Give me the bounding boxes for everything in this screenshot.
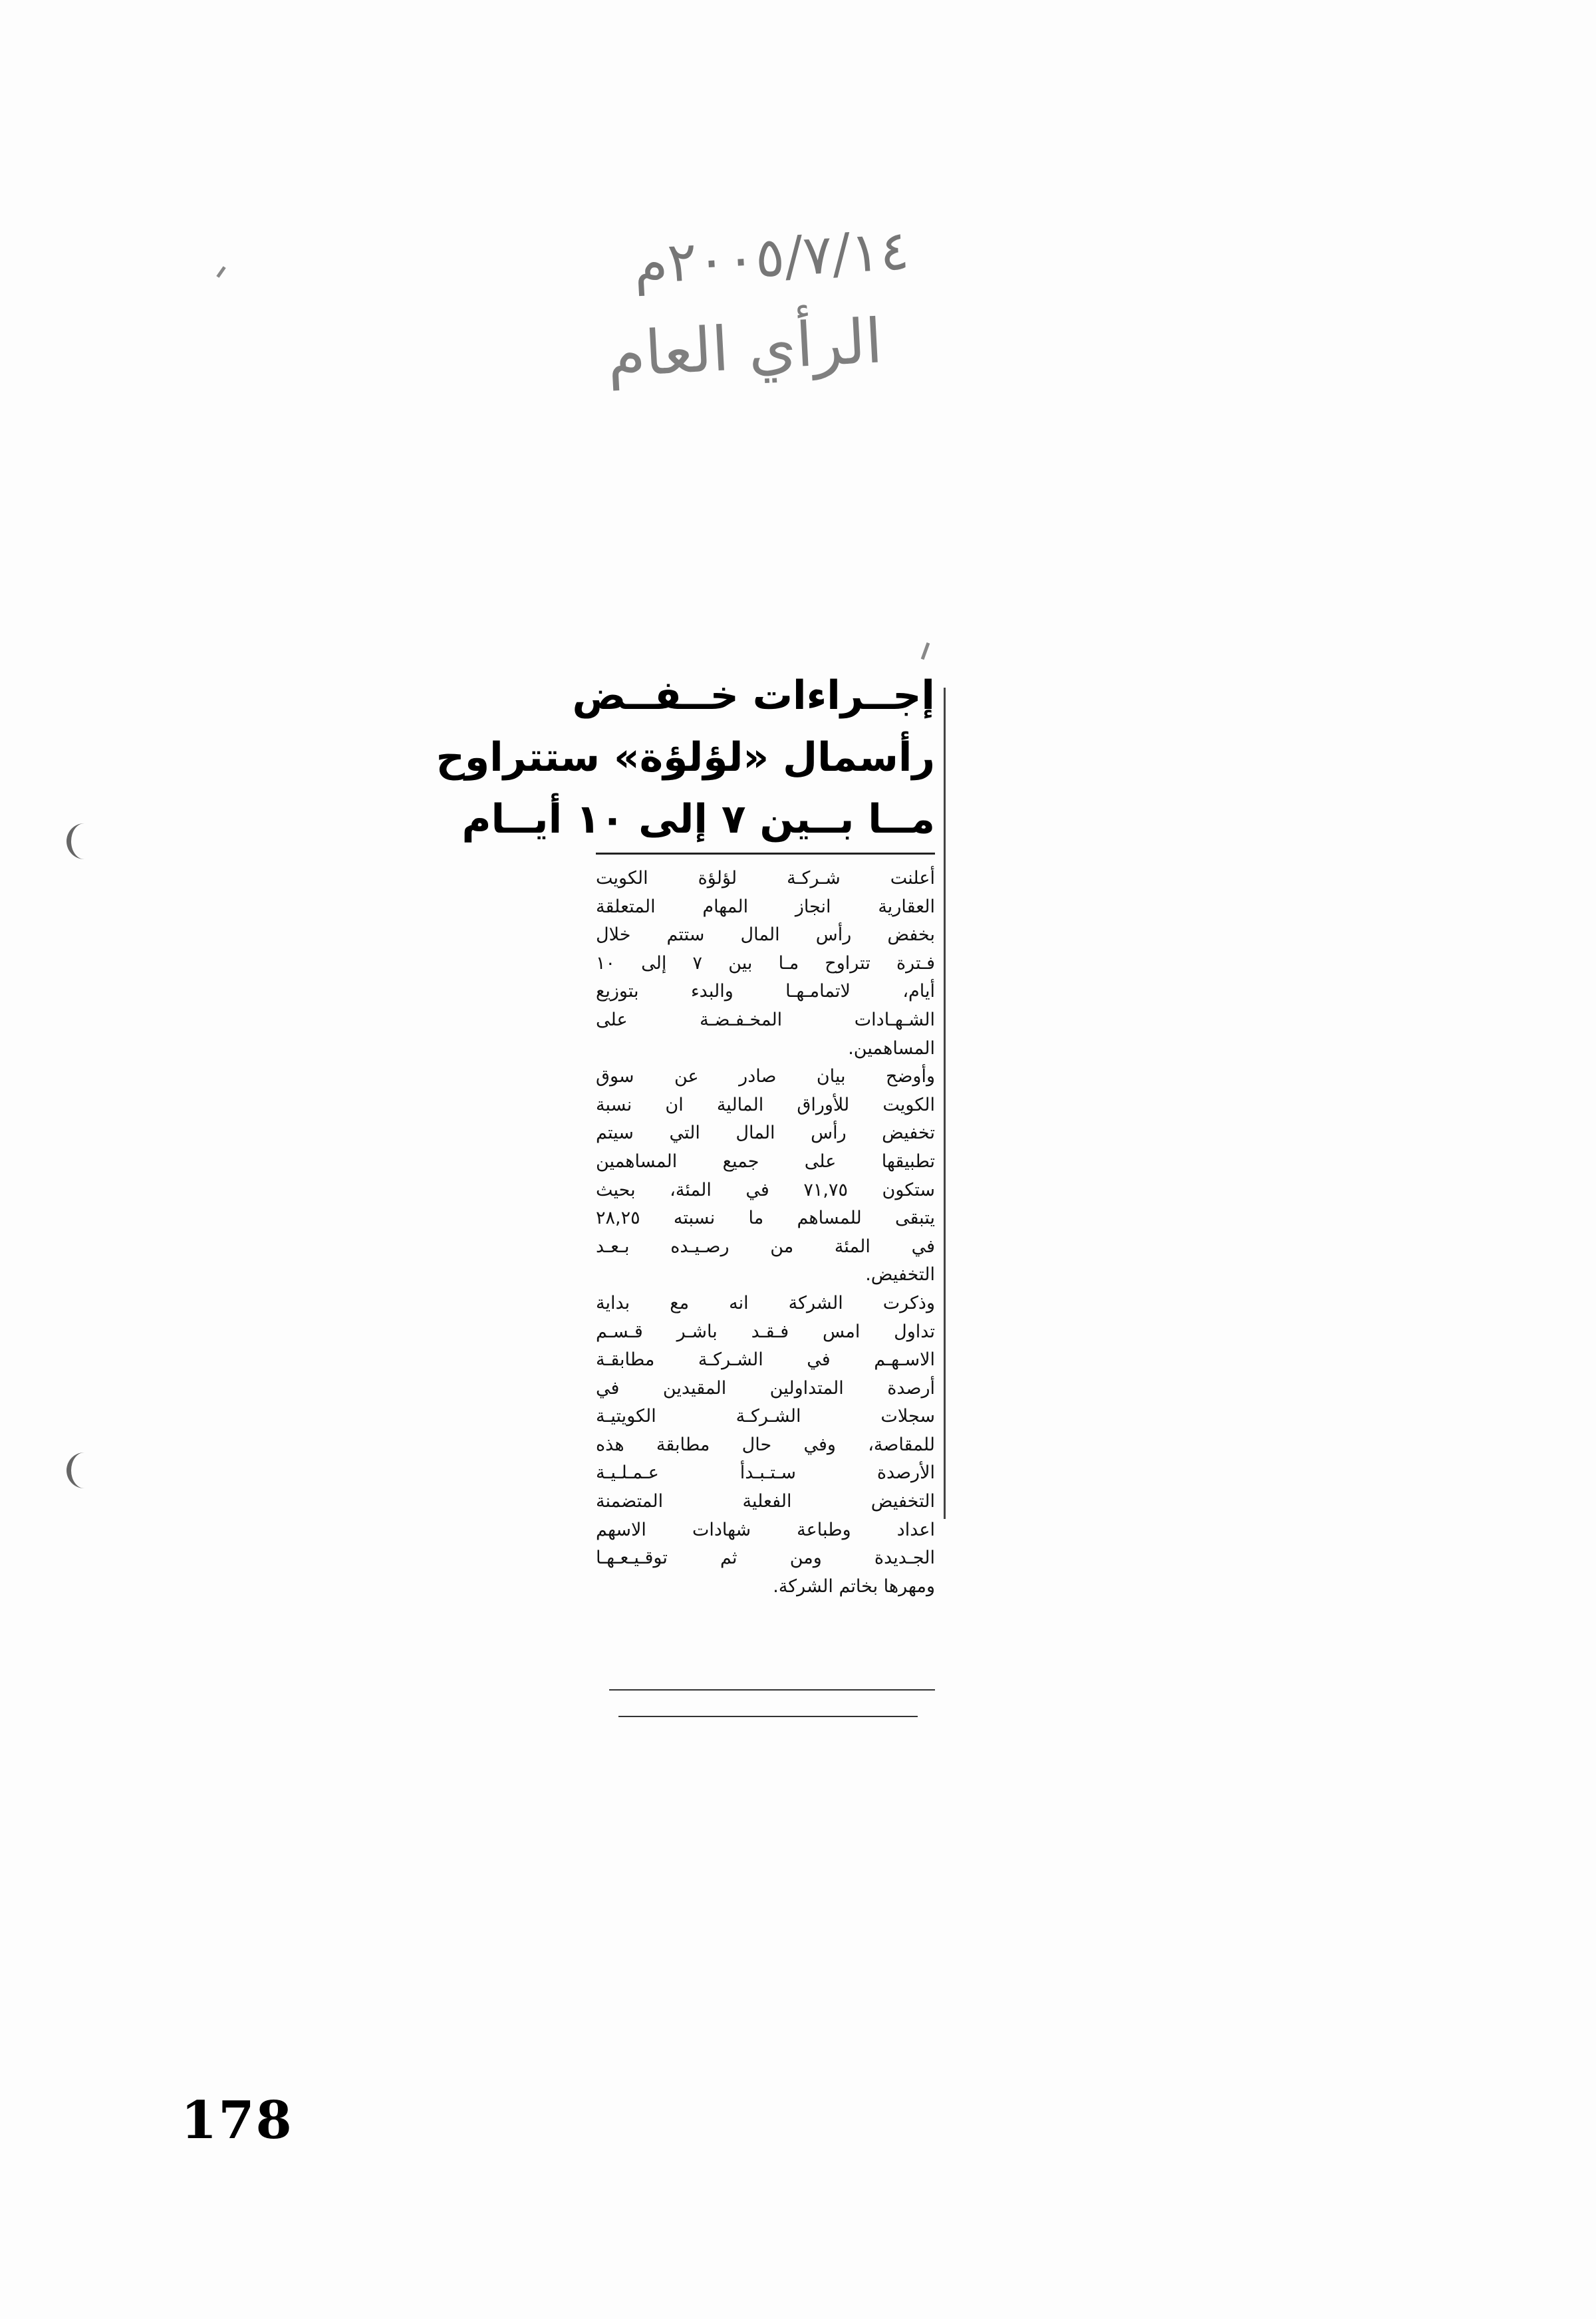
body-line: الشـهـادات المخـفـضـة على — [596, 1009, 935, 1030]
body-line: العقارية انجاز المهام المتعلقة — [596, 896, 935, 917]
body-line: التخفيض. — [865, 1264, 935, 1286]
handwritten-date: ٢٠٠٥/٧/١٤م — [632, 219, 911, 297]
body-line: اعداد وطباعة شهادات الاسهم — [596, 1519, 935, 1540]
article-end-rule — [618, 1716, 918, 1717]
body-line: وذكرت الشركة انه مع بداية — [596, 1292, 935, 1313]
page-number: 178 — [181, 2090, 293, 2151]
body-line: الاسـهـم في الشـركـة مطابقـة — [596, 1349, 935, 1371]
body-line: المساهمين. — [848, 1037, 935, 1059]
body-line: ستكون ٧١,٧٥ في المئة، بحيث — [596, 1179, 936, 1200]
stray-mark — [921, 642, 930, 660]
headline-line: رأسمال «لؤلؤة» ستتراوح — [436, 734, 935, 781]
body-line: أعلنت شـركـة لؤلؤة الكويت — [596, 868, 935, 888]
body-line: في المئة من رصـيـده بـعـد — [596, 1236, 935, 1257]
body-line: يتبقى للمساهم ما نسبته ٢٨,٢٥ — [596, 1208, 935, 1229]
body-line: تخفيض رأس المال التي سيتم — [596, 1123, 935, 1144]
body-line: سجلات الشـركـة الكويتيـة — [596, 1406, 935, 1427]
article-body — [596, 865, 935, 1601]
body-line: تطبيقها على جميع المساهمين — [596, 1151, 935, 1172]
stray-mark — [216, 266, 225, 278]
newspaper-clipping — [436, 665, 944, 1729]
headline-line: مــا بــين ٧ إلى ١٠ أيــام — [462, 796, 935, 843]
body-line: بخفض رأس المال ستتم خلال — [596, 924, 935, 946]
binder-hole-bottom — [66, 1452, 88, 1488]
handwritten-newspaper-name: الرأي العام — [605, 305, 884, 391]
article-end-rule — [609, 1689, 935, 1691]
body-line: التخفيض الفعلية المتضمنة — [596, 1491, 935, 1512]
body-line: وأوضح بيان صادر عن سوق — [596, 1066, 935, 1087]
clipping-edge — [944, 688, 946, 1519]
body-line: للمقاصة، وفي حال مطابقة هذه — [596, 1434, 935, 1455]
body-line: الأرصدة سـتـبـدأ عـمـلـيـة — [596, 1462, 935, 1484]
body-line: الجـديدة ومن ثم توقـيـعـهـا — [596, 1548, 935, 1569]
headline-divider — [596, 853, 935, 855]
body-line: ومهرها بخاتم الشركة. — [773, 1575, 935, 1597]
body-line: تداول امس فـقـد باشـر قـسـم — [596, 1321, 935, 1342]
body-line: أرصدة المتداولين المقيدين في — [596, 1377, 935, 1399]
body-line: أيام، لاتمامـهـا والبدء بتوزيع — [596, 981, 935, 1002]
binder-hole-top — [66, 823, 88, 859]
article-headline — [436, 665, 935, 851]
body-line: فـترة تتراوح مـا بين ٧ إلى ١٠ — [596, 952, 935, 974]
body-line: الكويت للأوراق المالية ان نسبة — [596, 1094, 935, 1115]
headline-line: إجــراءات خــفــض — [572, 672, 935, 719]
